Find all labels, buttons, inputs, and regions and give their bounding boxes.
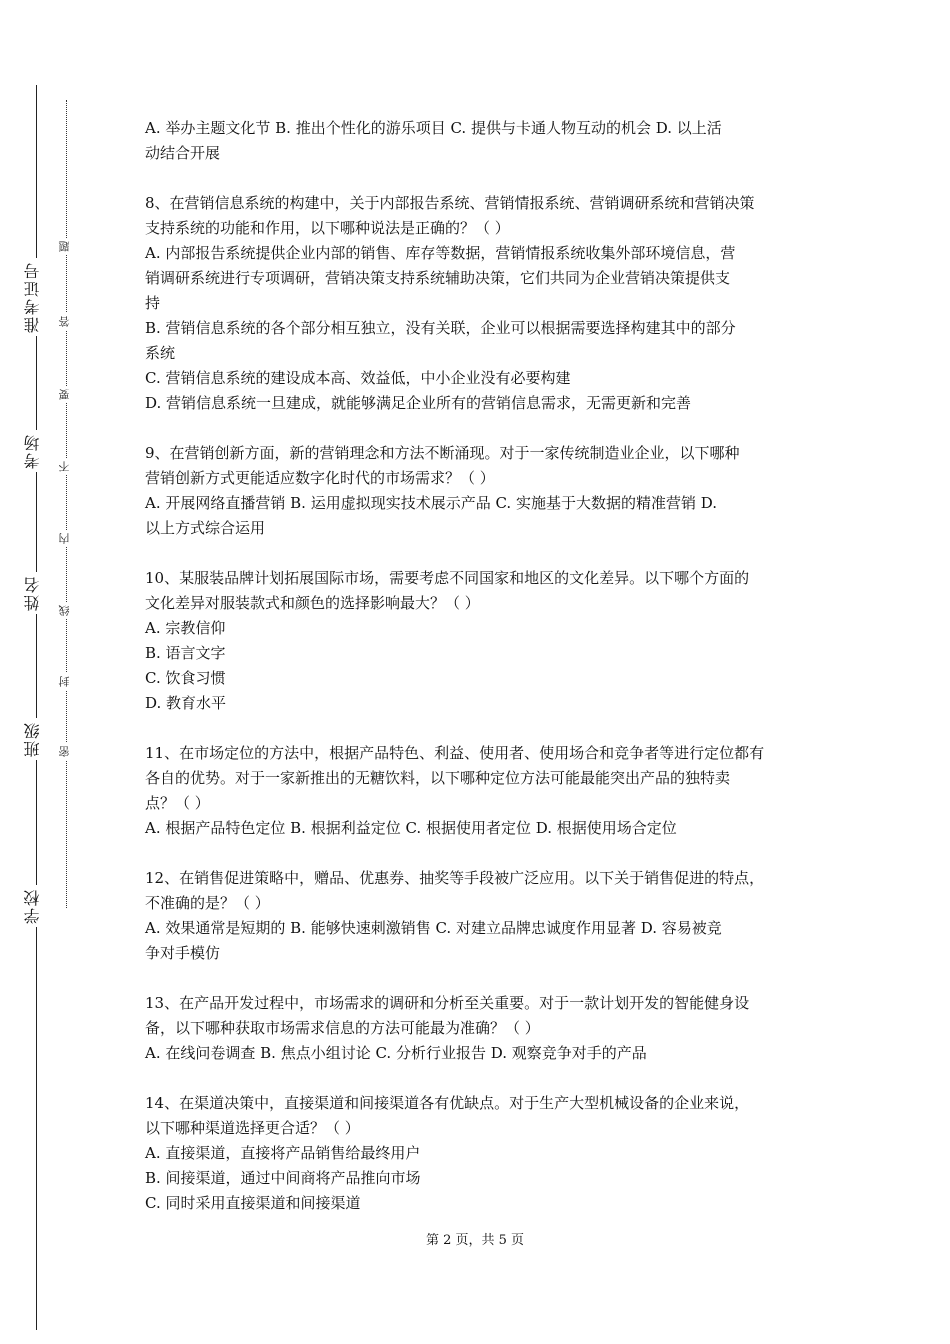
question-stem: 12、在销售促进策略中，赠品、优惠券、抽奖等手段被广泛应用。以下关于销售促进的特点， [145, 869, 765, 887]
option-line: A. 效果通常是短期的 B. 能够快速刺激销售 C. 对建立品牌忠诚度作用显著 D. 容易被竞 [145, 919, 722, 937]
question-14 [145, 1091, 810, 1216]
option-line: A. 直接渠道，直接将产品销售给最终用户 [145, 1144, 421, 1162]
seal-char: 密 [58, 743, 74, 760]
seal-char: 题 [58, 238, 74, 255]
question-7-options [145, 116, 810, 166]
question-stem: 点？（ ） [145, 794, 210, 812]
seal-char: 不 [58, 458, 74, 475]
option-line: A. 在线问卷调查 B. 焦点小组讨论 C. 分析行业报告 D. 观察竞争对手的产品 [145, 1044, 647, 1062]
option-line: 以上方式综合运用 [145, 519, 266, 537]
question-11 [145, 741, 810, 841]
question-stem: 13、在产品开发过程中，市场需求的调研和分析至关重要。对于一款计划开发的智能健身设 [145, 994, 750, 1012]
question-stem: 营销创新方式更能适应数字化时代的市场需求？（ ） [145, 469, 495, 487]
question-12 [145, 866, 810, 966]
option-line: A. 开展网络直播营销 B. 运用虚拟现实技术展示产品 C. 实施基于大数据的精准营销 D. [145, 494, 717, 512]
option-line: 持 [145, 294, 161, 312]
option-line: B. 语言文字 [145, 644, 226, 662]
question-10 [145, 566, 810, 716]
option-line: A. 宗教信仰 [145, 619, 226, 637]
question-stem: 8、在营销信息系统的构建中，关于内部报告系统、营销情报系统、营销调研系统和营销决策 [145, 194, 755, 212]
option-line: 销调研系统进行专项调研，营销决策支持系统辅助决策，它们共同为企业营销决策提供支 [145, 269, 731, 287]
question-stem: 各自的优势。对于一家新推出的无糖饮料，以下哪种定位方法可能最能突出产品的独特卖 [145, 769, 731, 787]
question-stem: 以下哪种渠道选择更合适？（ ） [145, 1119, 360, 1137]
option-line: 系统 [145, 344, 176, 362]
question-stem: 10、某服装品牌计划拓展国际市场，需要考虑不同国家和地区的文化差异。以下哪个方面的 [145, 569, 750, 587]
option-line: D. 营销信息系统一旦建成，就能够满足企业所有的营销信息需求，无需更新和完善 [145, 394, 692, 412]
seal-dotted-line [66, 100, 67, 908]
student-name-label: 姓名 [24, 572, 46, 614]
question-9 [145, 441, 810, 541]
question-13 [145, 991, 810, 1066]
seal-char: 要 [58, 386, 74, 403]
question-stem: 备，以下哪种获取市场需求信息的方法可能最为准确？（ ） [145, 1019, 540, 1037]
page-number: 第 2 页，共 5 页 [425, 1233, 525, 1248]
binding-margin [0, 0, 110, 1344]
option-line: C. 营销信息系统的建设成本高、效益低，中小企业没有必要构建 [145, 369, 571, 387]
option-line: B. 营销信息系统的各个部分相互独立，没有关联，企业可以根据需要选择构建其中的部分 [145, 319, 736, 337]
option-line: B. 间接渠道，通过中间商将产品推向市场 [145, 1169, 421, 1187]
question-8 [145, 191, 810, 416]
question-stem: 不准确的是？（ ） [145, 894, 270, 912]
seal-char: 内 [58, 530, 74, 547]
exam-number-label: 准考证号 [24, 258, 46, 336]
class-label: 班级 [24, 718, 46, 760]
question-content [145, 116, 810, 1241]
option-line: 动结合开展 [145, 144, 221, 162]
seal-char: 线 [58, 602, 74, 619]
exam-room-label: 考场 [24, 430, 46, 472]
option-line: A. 举办主题文化节 B. 推出个性化的游乐项目 C. 提供与卡通人物互动的机会 D. 以上活 [145, 119, 722, 137]
option-line: D. 教育水平 [145, 694, 227, 712]
option-line: C. 饮食习惯 [145, 669, 226, 687]
question-stem: 11、在市场定位的方法中，根据产品特色、利益、使用者、使用场合和竞争者等进行定位都有 [145, 744, 765, 762]
option-line: C. 同时采用直接渠道和间接渠道 [145, 1194, 361, 1212]
seal-char: 封 [58, 673, 74, 690]
option-line: A. 内部报告系统提供企业内部的销售、库存等数据，营销情报系统收集外部环境信息，营 [145, 244, 736, 262]
question-stem: 14、在渠道决策中，直接渠道和间接渠道各有优缺点。对于生产大型机械设备的企业来说， [145, 1094, 750, 1112]
school-label: 学校 [24, 885, 46, 927]
option-line: A. 根据产品特色定位 B. 根据利益定位 C. 根据使用者定位 D. 根据使用场合定位 [145, 819, 677, 837]
question-stem: 文化差异对服装款式和颜色的选择影响最大？（ ） [145, 594, 480, 612]
option-line: 争对手模仿 [145, 944, 221, 962]
seal-char: 答 [58, 313, 74, 330]
question-stem: 9、在营销创新方面，新的营销理念和方法不断涌现。对于一家传统制造业企业，以下哪种 [145, 444, 740, 462]
question-stem: 支持系统的功能和作用，以下哪种说法是正确的？（ ） [145, 219, 510, 237]
